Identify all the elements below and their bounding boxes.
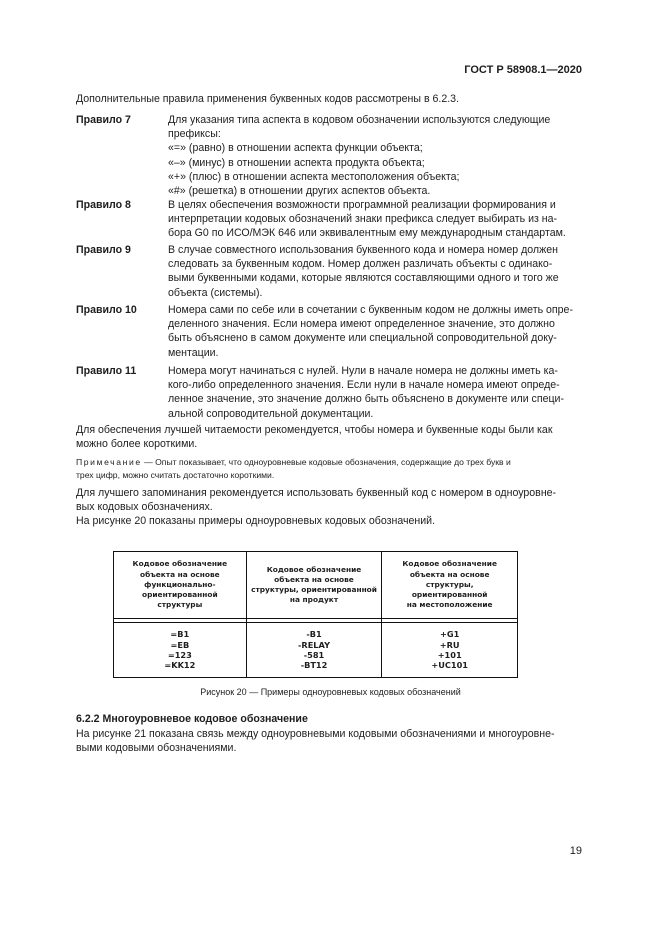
header-line: объекта на основе	[140, 569, 220, 579]
rule-line: интерпретации кодовых обозначений знаки префикса следует выбирать из на-	[168, 213, 558, 226]
code-value: -581	[303, 650, 325, 660]
rule-line: Номера могут начинаться с нулей. Нули в начале номера не должны иметь ка-	[168, 365, 558, 377]
table-header-row	[114, 552, 518, 619]
rule-10-text	[168, 303, 583, 360]
rule-9-label: Правило 9	[76, 244, 131, 256]
rule-7-text	[168, 113, 583, 198]
memory-paragraph	[76, 486, 583, 514]
rule-line: деленного значения. Если номера имеют определенное значение, это должно	[168, 318, 555, 331]
code-value: =KK12	[164, 660, 196, 671]
table-cell-function-codes	[114, 623, 247, 678]
readability-paragraph	[76, 423, 583, 451]
code-value: +101	[437, 650, 462, 660]
header-line: структуры	[157, 600, 203, 610]
table-header-cell-location	[382, 552, 518, 619]
code-value: +UC101	[431, 660, 468, 671]
rule-line: ментации.	[168, 346, 219, 359]
rule-8-label: Правило 8	[76, 199, 131, 211]
paragraph-line: можно более короткими.	[76, 438, 198, 451]
code-value: =B1	[170, 629, 190, 640]
paragraph-line: Для лучшего запоминания рекомендуется использовать буквенный код с номером в одноуровне-	[76, 487, 557, 499]
rule-line: Номера сами по себе или в сочетании с буквенным кодом не должны иметь опре-	[168, 304, 573, 316]
header-line: Кодовое обозначение	[266, 564, 362, 574]
header-line: ориентированной	[142, 590, 218, 600]
note-label: Примечание	[76, 457, 142, 467]
note-line: трех цифр, можно считать достаточно короткими.	[76, 469, 275, 480]
header-line: структуры,	[425, 579, 474, 589]
code-value: =123	[167, 650, 192, 660]
code-value: -B1	[306, 629, 322, 640]
rule-line: следовать за буквенным кодом. Номер должен различать объекты с одинако-	[168, 258, 553, 271]
table-cell-product-codes	[246, 623, 382, 678]
header-line: объекта на основе	[409, 569, 490, 579]
header-line: Кодовое обозначение	[402, 559, 497, 569]
rule-line: префиксы:	[168, 128, 221, 141]
document-header: ГОСТ Р 58908.1—2020	[464, 64, 582, 76]
rule-11-text	[168, 364, 583, 421]
rule-line: быть объяснено в самом документе или специальной сопроводительной доку-	[168, 332, 557, 345]
code-value: =EB	[170, 639, 190, 650]
rule-line: альной сопроводительной документации.	[168, 407, 374, 420]
header-line: структуры, ориентированной	[251, 585, 377, 594]
rule-7-label: Правило 7	[76, 114, 131, 126]
code-value: +G1	[440, 629, 460, 640]
figure-20-table	[113, 551, 518, 678]
paragraph-line: вых кодовых обозначениях.	[76, 501, 213, 514]
code-value: -RELAY	[298, 639, 330, 650]
rule-8-text	[168, 198, 583, 241]
rule-line: выми буквенными кодами, которые являются составляющими одного и того же	[168, 272, 559, 285]
header-line: на местоположение	[406, 600, 493, 610]
note-text: — Опыт показывает, что одноуровневые кодовые обозначения, содержащие до трех букв и	[141, 457, 511, 467]
paragraph-line: выми кодовыми обозначениями.	[76, 742, 237, 755]
rule-10-label: Правило 10	[76, 304, 137, 316]
table-cell-location-codes	[382, 623, 518, 678]
paragraph-line: Для обеспечения лучшей читаемости рекомендуется, чтобы номера и буквенные коды были как	[76, 424, 553, 436]
section-paragraph	[76, 727, 583, 755]
rule-line: «–» (минус) в отношении аспекта продукта объекта;	[168, 156, 425, 169]
figure-reference-paragraph: На рисунке 20 показаны примеры одноуровневых кодовых обозначений.	[76, 515, 436, 527]
header-line: функционально-	[144, 579, 216, 589]
section-heading: 6.2.2 Многоуровневое кодовое обозначение	[76, 713, 308, 725]
header-line: ориентированной	[411, 590, 488, 600]
rule-line: «+» (плюс) в отношении аспекта местоположения объекта;	[168, 170, 460, 183]
header-line: на продукт	[289, 595, 339, 605]
rule-line: В целях обеспечения возможности программной реализации формирования и	[168, 199, 556, 211]
rule-11-label: Правило 11	[76, 365, 137, 377]
rule-line: кого-либо определенного значения. Если нули в начале номера имеют опреде-	[168, 379, 560, 392]
rule-line: бора G0 по ИСО/МЭК 646 или эквивалентным ему международным стандартам.	[168, 227, 566, 240]
table-header-cell-product	[246, 552, 382, 619]
rule-line: «#» (решетка) в отношении других аспектов объекта.	[168, 185, 431, 198]
note-paragraph	[76, 456, 583, 481]
rule-line: объекта (системы).	[168, 286, 263, 299]
intro-paragraph: Дополнительные правила применения буквенных кодов рассмотрены в 6.2.3.	[76, 93, 460, 105]
paragraph-line: На рисунке 21 показана связь между одноуровневыми кодовыми обозначениями и многоуровне-	[76, 728, 555, 740]
code-value: +RU	[439, 639, 460, 650]
page-number: 19	[569, 845, 582, 857]
note-line	[76, 456, 583, 469]
code-value: -BT12	[300, 660, 328, 671]
rule-9-text	[168, 243, 583, 300]
rule-line: Для указания типа аспекта в кодовом обозначении используются следующие	[168, 114, 551, 126]
table-row	[114, 623, 518, 678]
rule-line: ленное значение, это значение должно быть объяснено в документе или специ-	[168, 393, 564, 406]
table-header-cell-function	[114, 552, 247, 619]
rule-line: В случае совместного использования буквенного кода и номера номер должен	[168, 244, 558, 256]
rule-line: «=» (равно) в отношении аспекта функции объекта;	[168, 142, 423, 155]
header-line: Кодовое обозначение	[132, 559, 228, 569]
figure-caption: Рисунок 20 — Примеры одноуровневых кодовых обозначений	[200, 687, 461, 697]
header-line: объекта на основе	[274, 574, 354, 584]
